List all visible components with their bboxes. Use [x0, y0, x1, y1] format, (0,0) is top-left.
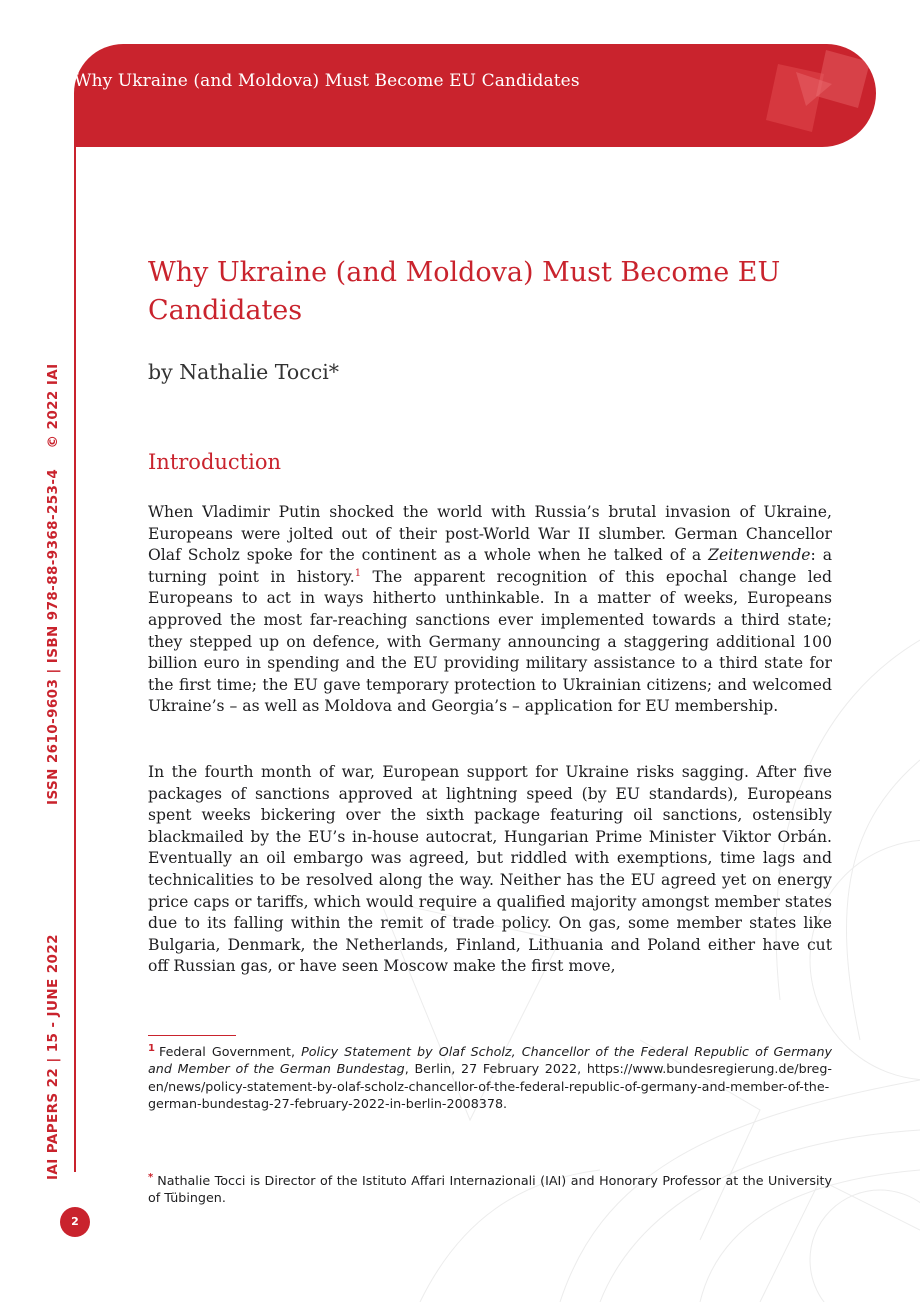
page-number-badge: 2 [60, 1207, 90, 1237]
author-footnote [148, 1172, 832, 1207]
spine-copyright: © 2022 IAI [45, 363, 61, 449]
footnote-1 [148, 1043, 832, 1113]
left-margin-rule [74, 147, 76, 1172]
spine-isbn [45, 363, 61, 804]
p1-text-a: When Vladimir Putin shocked the world with Russia’s brutal invasion of Ukraine, Europeans were jolted out of their post-World War II slumber. German Chancellor Olaf Scholz spoke for the continent as a whole when he talked of a [148, 503, 832, 565]
footnote-separator [148, 1035, 236, 1036]
body-paragraph-2: In the fourth month of war, European support for Ukraine risks sagging. After five packages of sanctions approved at lightning speed (by EU standards), Europeans spent weeks bickering over the sixth package featuring oil sanctions, ostensibly blackmailed by the EU’s in-house autocrat, Hungarian Prime Minister Viktor Orbán. Eventually an oil embargo was agreed, but riddled with exemptions, time lags and technicalities to be resolved along the way. Neither has the EU agreed yet on energy price caps or tariffs, which would require a qualified majority amongst member states due to its falling within the remit of trade policy. On gas, some member states like Bulgaria, Denmark, the Netherlands, Finland, Lithuania and Poland either have cut off Russian gas, or have seen Moscow make the first move, [148, 763, 832, 976]
running-header-title: Why Ukraine (and Moldova) Must Become EU Candidates [74, 71, 580, 91]
footnote-1-italic-title: Policy Statement by Olaf Scholz, Chancellor of the Federal Republic of Germany and Member of the German Bundestag [148, 1044, 832, 1077]
footnote-1-mark: 1 [148, 1042, 155, 1054]
footnote-1-text-b[interactable]: , Berlin, 27 February 2022, https://www.bundesregierung.de/breg-en/news/policy-statement-by-olaf-scholz-chancellor-of-the-federal-republic-of-germany-and-member-of-the-german-bundestag-27-february-2022-in-berlin-2008378. [148, 1061, 832, 1112]
spine-text [45, 300, 61, 1180]
p1-text-c: The apparent recognition of this epochal change led Europeans to act in ways hitherto unthinkable. In a matter of weeks, Europeans approved the most far-reaching sanctions ever implemented towards a third state; they stepped up on defence, with Germany announcing a staggering additional 100 billion euro in spending and the EU providing military assistance to a third state for the first time; the EU gave temporary protection to Ukrainian citizens; and welcomed Ukraine’s – as well as Moldova and Georgia’s – application for EU membership. [148, 567, 832, 716]
p1-italic-term: Zeitenwende [708, 546, 811, 565]
footnote-ref-1[interactable]: 1 [354, 567, 362, 579]
p1-text-b: : a turning point in history. [148, 546, 832, 586]
body-paragraph-1 [148, 502, 832, 718]
byline: by Nathalie Tocci* [148, 360, 339, 384]
spine-isbn-text: ISSN 2610-9603 | ISBN 978-88-9368-253-4 [45, 468, 61, 805]
footnote-1-text-a: Federal Government, [158, 1044, 302, 1059]
section-heading: Introduction [148, 450, 281, 474]
iai-logo-watermark-icon [736, 44, 876, 147]
author-footnote-text: Nathalie Tocci is Director of the Istituto Affari Internazionali (IAI) and Honorary Professor at the University of Tübingen. [148, 1173, 832, 1206]
author-footnote-mark: * [148, 1171, 154, 1183]
header-band [74, 44, 876, 147]
page-title: Why Ukraine (and Moldova) Must Become EU Candidates [148, 257, 781, 326]
spine-issue: IAI PAPERS 22 | 15 - JUNE 2022 [45, 934, 61, 1180]
